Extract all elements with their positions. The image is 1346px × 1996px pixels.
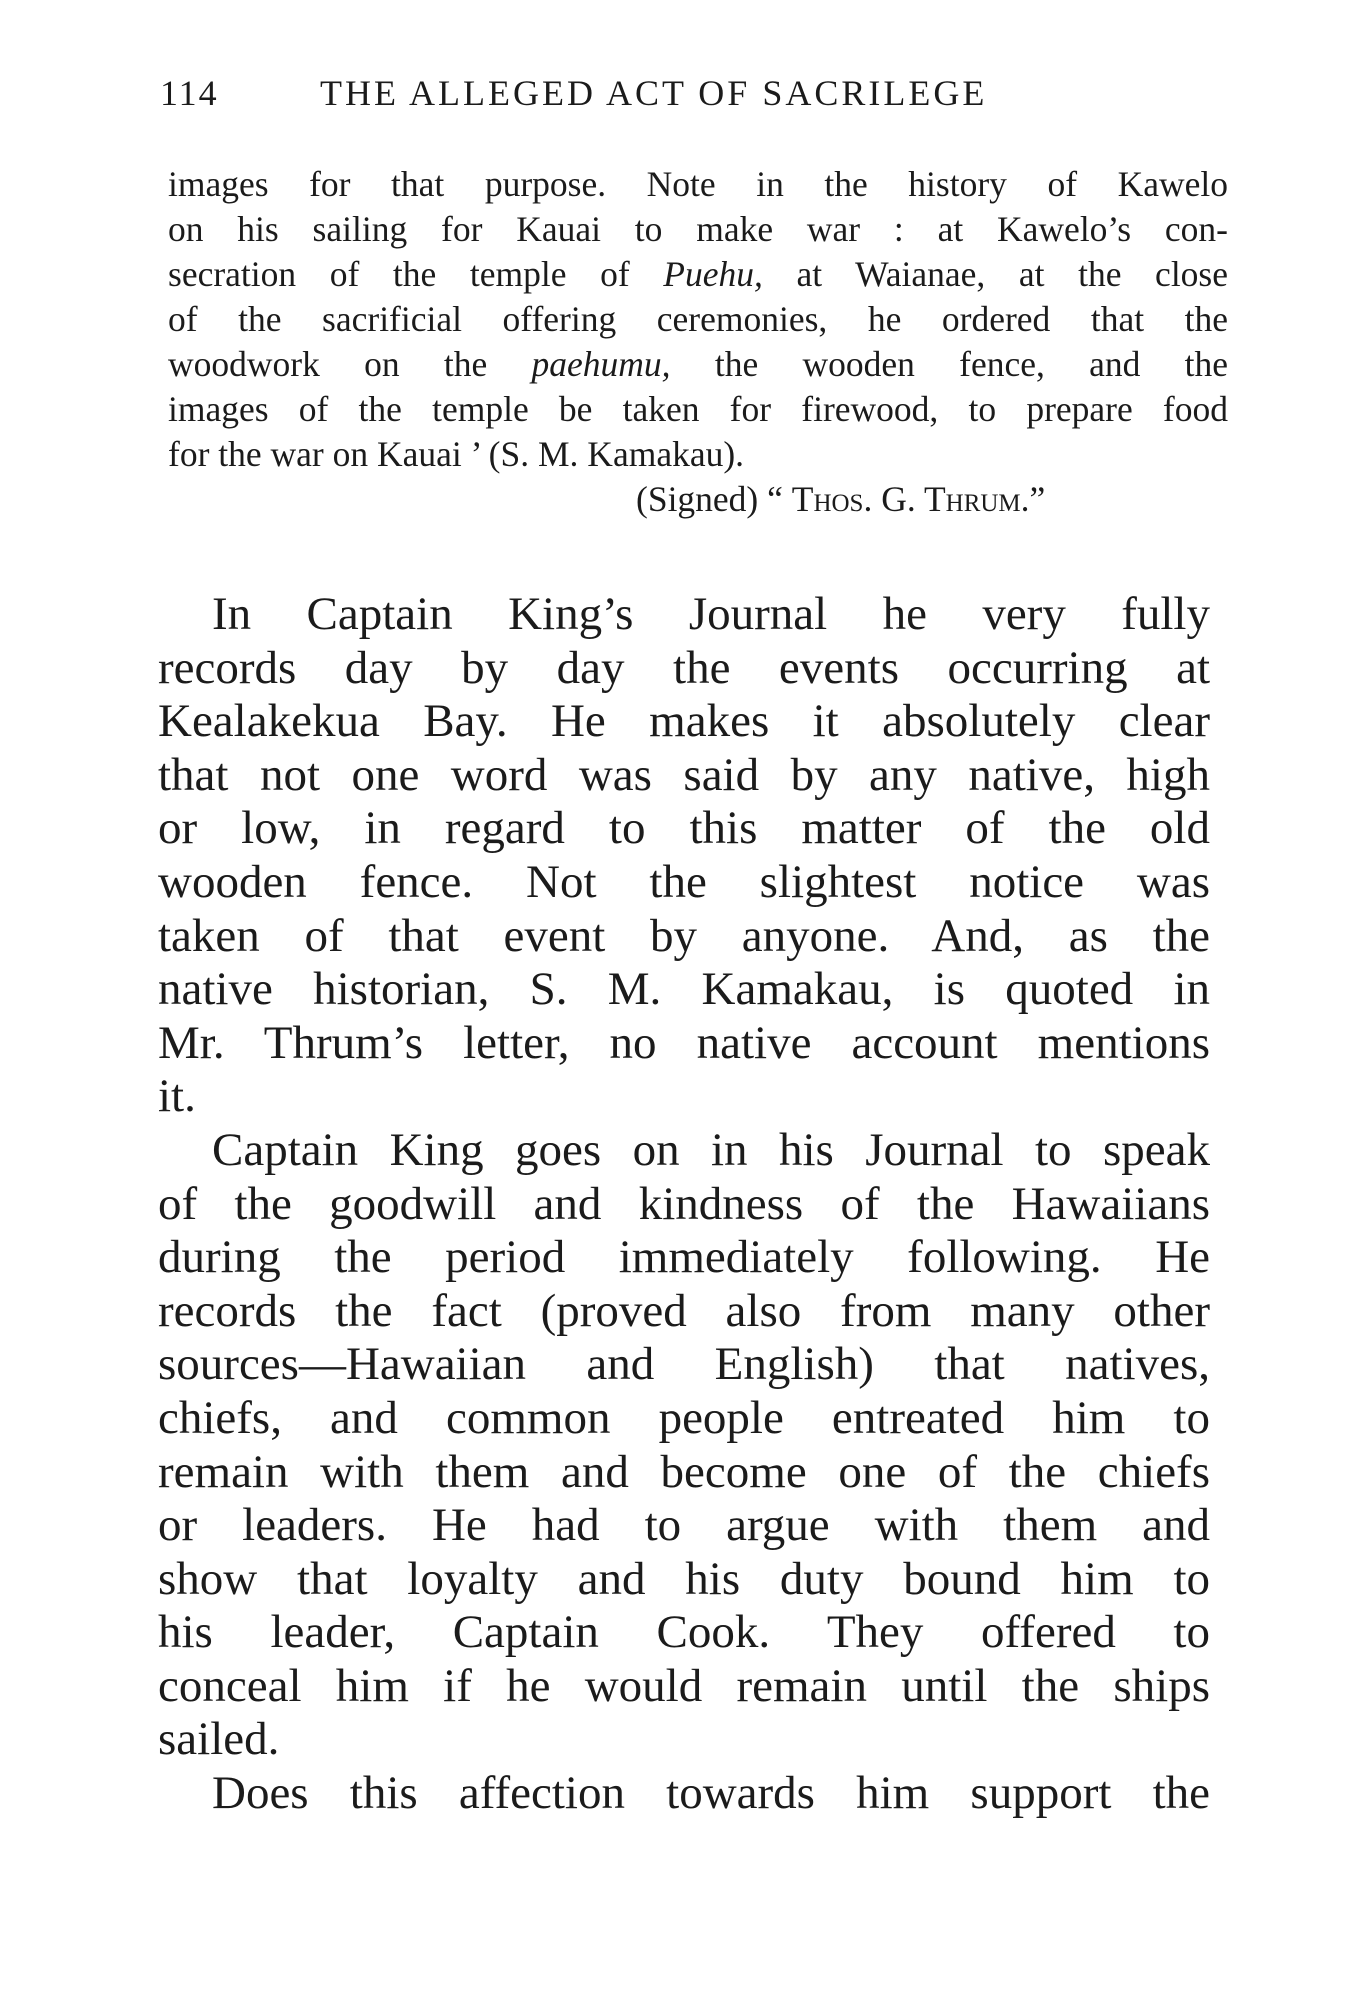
body-line: show that loyalty and his duty bound him to [158, 1552, 1210, 1605]
body-line: that not one word was said by any native, high [158, 748, 1210, 801]
body-line: his leader, Captain Cook. They offered to [158, 1606, 1210, 1659]
body-line: or leaders. He had to argue with them and [158, 1499, 1210, 1552]
body-line: Does this affection towards him support the [212, 1767, 1210, 1820]
body-line: wooden fence. Not the slightest notice was [158, 855, 1210, 908]
running-head [160, 72, 1220, 132]
body-line: chiefs, and common people entreated him to [158, 1391, 1210, 1444]
body-line: Mr. Thrum’s letter, no native account mentions [158, 1016, 1210, 1069]
body-line: remain with them and become one of the chiefs [158, 1445, 1210, 1498]
signature-name: Thos. G. Thrum. [791, 479, 1030, 519]
body-line: taken of that event by anyone. And, as the [158, 909, 1210, 962]
quote-line: of the sacrificial offering ceremonies, he ordered that the [168, 299, 1228, 339]
body-line: Captain King goes on in his Journal to speak [212, 1123, 1210, 1176]
quote-line: images of the temple be taken for firewood, to prepare food [168, 389, 1228, 429]
quote-line: for the war on Kauai ’ (S. M. Kamakau). [168, 434, 745, 474]
paragraph-1 [158, 588, 1210, 1124]
body-line: Kealakekua Bay. He makes it absolutely clear [158, 695, 1210, 748]
quoted-letter [168, 162, 1228, 522]
body-line: or low, in regard to this matter of the old [158, 802, 1210, 855]
signature: (Signed) “ Thos. G. Thrum.” [636, 479, 1046, 519]
body-line: native historian, S. M. Kamakau, is quoted in [158, 963, 1210, 1016]
quote-line: woodwork on the paehumu, the wooden fence, and the [168, 344, 1229, 384]
body-line: In Captain King’s Journal he very fully [212, 588, 1210, 640]
body-text [158, 588, 1210, 1821]
temple-name: Puehu, [663, 254, 763, 294]
paehumu-term: paehumu, [531, 344, 671, 384]
body-line: of the goodwill and kindness of the Hawaiians [158, 1177, 1210, 1230]
quote-line: on his sailing for Kauai to make war : at Kawelo’s con- [168, 209, 1228, 249]
body-line: sources—Hawaiian and English) that natives, [158, 1338, 1210, 1391]
body-line: conceal him if he would remain until the ships [158, 1659, 1210, 1712]
page-number: 114 [160, 73, 219, 113]
chapter-title: THE ALLEGED ACT OF SACRILEGE [320, 73, 988, 113]
body-line: it. [158, 1070, 196, 1123]
body-line: sailed. [158, 1713, 280, 1766]
paragraph-3 [158, 1767, 1210, 1821]
body-line: during the period immediately following. He [158, 1231, 1210, 1284]
body-line: records the fact (proved also from many other [158, 1284, 1210, 1337]
quote-line: secration of the temple of Puehu, at Waianae, at the close [168, 254, 1229, 294]
paragraph-2 [158, 1124, 1210, 1767]
body-line: records day by day the events occurring at [158, 641, 1210, 694]
quote-line: images for that purpose. Note in the history of Kawelo [168, 164, 1228, 204]
